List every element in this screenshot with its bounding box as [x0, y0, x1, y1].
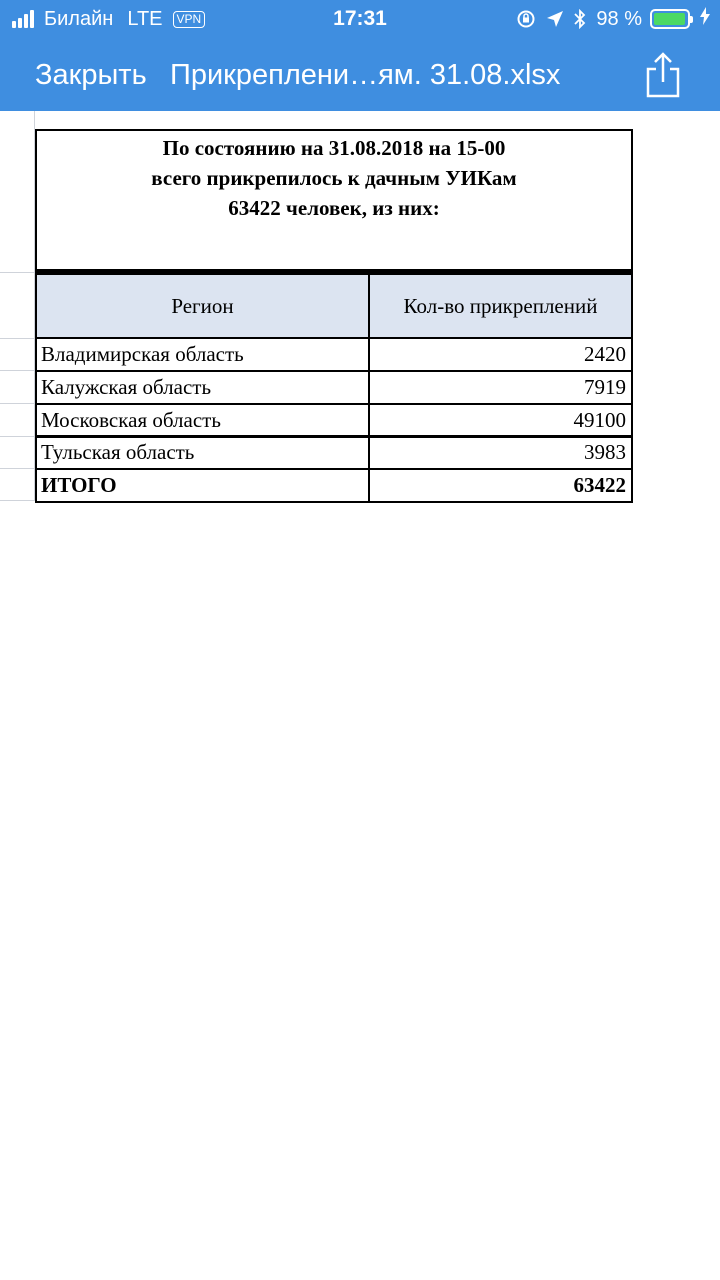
- row-header-column: [0, 111, 35, 501]
- title-line: По состоянию на 31.08.2018 на 15-00: [162, 136, 506, 160]
- count-cell[interactable]: 3983: [368, 435, 633, 470]
- battery-icon: [650, 9, 690, 29]
- count-cell[interactable]: 7919: [368, 370, 633, 405]
- orientation-lock-icon: [516, 9, 536, 29]
- region-cell[interactable]: Тульская область: [35, 435, 370, 470]
- title-line: 63422 человек, из них:: [228, 196, 440, 220]
- region-cell[interactable]: Владимирская область: [35, 337, 370, 372]
- carrier-name: Билайн: [44, 7, 114, 30]
- location-arrow-icon: [546, 10, 564, 28]
- status-bar: [0, 0, 720, 38]
- row-header: [0, 404, 35, 437]
- row-header: [0, 371, 35, 404]
- title-line: всего прикрепилось к дачным УИКам: [151, 166, 517, 190]
- header-region[interactable]: Регион: [35, 273, 370, 339]
- battery-fill: [654, 13, 685, 25]
- bluetooth-icon: [574, 9, 586, 29]
- share-icon: [643, 52, 683, 98]
- count-cell[interactable]: 2420: [368, 337, 633, 372]
- top-bar: [0, 0, 720, 111]
- region-cell[interactable]: Московская область: [35, 403, 370, 438]
- status-right: [506, 7, 710, 31]
- share-button[interactable]: [643, 52, 683, 98]
- table-row: [35, 370, 633, 403]
- close-button[interactable]: Закрыть: [35, 59, 147, 91]
- nav-bar: [0, 40, 720, 110]
- region-cell[interactable]: Калужская область: [35, 370, 370, 405]
- total-row: [35, 468, 633, 501]
- total-count-cell[interactable]: 63422: [368, 468, 633, 503]
- header-count[interactable]: Кол-во прикреплений: [368, 273, 633, 339]
- charging-bolt-icon: [700, 7, 710, 31]
- count-cell[interactable]: 49100: [368, 403, 633, 438]
- row-header: [0, 469, 35, 501]
- table-title-cell[interactable]: [35, 129, 633, 273]
- status-time: 17:31: [333, 7, 387, 30]
- table-row: [35, 435, 633, 468]
- vpn-badge: VPN: [173, 11, 206, 28]
- row-header: [0, 273, 35, 339]
- battery-percent: 98 %: [596, 7, 642, 30]
- row-header: [0, 437, 35, 469]
- row-header: [0, 339, 35, 371]
- table-row: [35, 337, 633, 370]
- total-label-cell[interactable]: ИТОГО: [35, 468, 370, 503]
- table-row: [35, 403, 633, 436]
- document-title: Прикреплени…ям. 31.08.xlsx: [170, 59, 561, 91]
- spreadsheet-view[interactable]: [0, 111, 720, 1280]
- row-header: [0, 111, 35, 273]
- network-type: LTE: [127, 7, 163, 30]
